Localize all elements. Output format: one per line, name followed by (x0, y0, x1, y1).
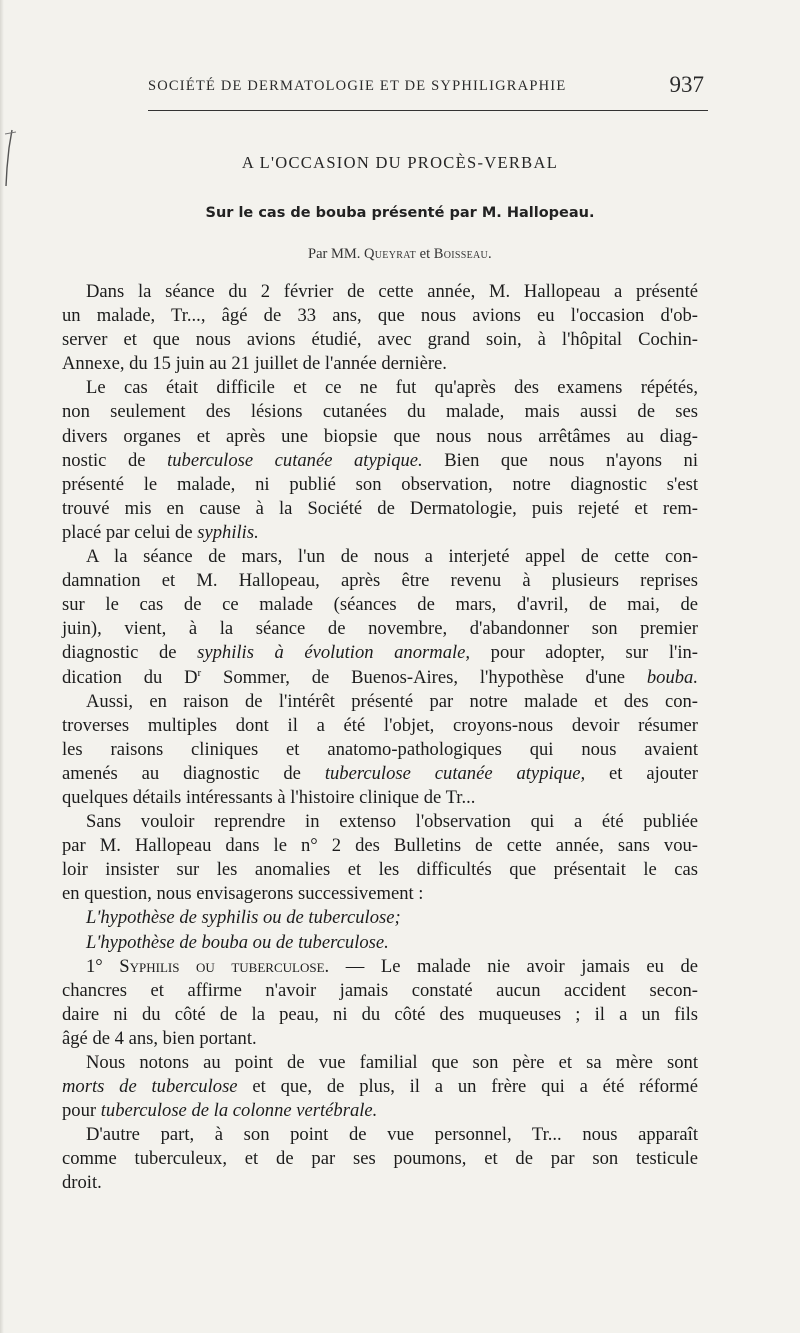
text-line (62, 955, 698, 979)
superscript: r (197, 666, 202, 679)
text-line: server et que nous avions étudié, avec grand soin, à l'hôpital Cochin- (62, 329, 698, 351)
running-title: SOCIÉTÉ DE DERMATOLOGIE ET DE SYPHILIGRAPHIE (148, 78, 567, 94)
text-line: en question, nous envisagerons successivement : (62, 883, 424, 905)
italic-term: tuberculose cutanée atypique, (324, 762, 586, 784)
authors-prefix: Par MM. (308, 246, 361, 262)
text-line: Nous notons au point de vue familial que son père et sa mère sont (86, 1052, 698, 1073)
text-line: âgé de 4 ans, bien portant. (62, 1027, 257, 1049)
text-line: L'hypothèse de bouba ou de tuberculose. (86, 931, 389, 953)
author-boisseau: Boisseau. (433, 246, 492, 262)
text-line: divers organes et après une biopsie que nous nous arrêtâmes au diag- (62, 425, 698, 447)
text-line: sur le cas de ce malade (séances de mars, d'avril, de mai, de (62, 594, 698, 616)
text-segment: amenés au diagnostic de (62, 762, 301, 784)
text-line: A la séance de mars, l'un de nous a interjeté appel de cette con- (86, 546, 698, 568)
text-line: troverses multiples dont il a été l'objet, croyons-nous devoir résumer (62, 714, 698, 736)
text-segment: Bien que nous n'ayons ni (444, 449, 698, 471)
text-line (62, 521, 698, 545)
text-line (62, 1075, 698, 1099)
section-heading-inline: Syphilis ou tuberculose. (119, 955, 330, 977)
text-line (62, 1099, 698, 1123)
text-segment: 1° (86, 955, 103, 977)
text-line: Sans vouloir reprendre in extenso l'observation qui a été publiée (86, 811, 698, 833)
text-segment: Sommer, de Buenos-Aires, l'hypothèse d'une (223, 666, 626, 688)
text-line: comme tuberculeux, et de par ses poumons, et de par son testicule (62, 1148, 698, 1170)
text-segment: pour adopter, sur l'in- (490, 642, 698, 664)
page-edge-shadow (0, 0, 4, 1333)
text-line: un malade, Tr..., âgé de 33 ans, que nous avions eu l'occasion d'ob- (62, 305, 698, 327)
running-header (148, 72, 708, 102)
text-line: droit. (62, 1172, 102, 1194)
text-segment: — Le malade nie avoir jamais eu de (345, 955, 699, 977)
text-segment: dication du D (62, 666, 198, 688)
text-segment: pour (62, 1100, 97, 1122)
text-line: trouvé mis en cause à la Société de Dermatologie, puis rejeté et rem- (62, 497, 698, 519)
text-line: D'autre part, à son point de vue personnel, Tr... nous apparaît (86, 1124, 698, 1146)
authors-line (0, 246, 800, 263)
header-rule (148, 110, 708, 111)
article-subtitle: Sur le cas de bouba présenté par M. Hallopeau. (205, 205, 595, 221)
text-line: Le cas était difficile et ce ne fut qu'après des examens répétés, (86, 377, 698, 399)
italic-term: syphilis. (197, 521, 259, 543)
text-line: L'hypothèse de syphilis ou de tuberculose; (86, 907, 401, 929)
text-line: loir insister sur les anomalies et les difficultés que présentait le cas (62, 859, 698, 881)
authors-join: et (419, 246, 431, 262)
text-line: non seulement des lésions cutanées du malade, mais aussi de ses (62, 401, 698, 423)
text-line: présenté le malade, ni publié son observation, notre diagnostic s'est (62, 473, 698, 495)
text-segment: et ajouter (609, 762, 698, 784)
text-line: Dans la séance du 2 février de cette année, M. Hallopeau a présenté (86, 281, 698, 302)
text-line: damnation et M. Hallopeau, après être revenu à plusieurs reprises (62, 570, 698, 592)
author-queyrat: Queyrat (364, 246, 417, 262)
text-line (62, 641, 698, 665)
article-body (62, 280, 698, 1196)
text-line: daire ni du côté de la peau, ni du côté des muqueuses ; il a un fils (62, 1003, 698, 1025)
text-line: juin), vient, à la séance de novembre, d'abandonner son premier (62, 618, 698, 640)
page-number: 937 (669, 72, 704, 97)
italic-term: tuberculose cutanée atypique. (167, 449, 423, 471)
text-line: Annexe, du 15 juin au 21 juillet de l'année dernière. (62, 353, 447, 375)
text-line (62, 449, 698, 473)
text-line: les raisons cliniques et anatomo-pathologiques qui nous avaient (62, 738, 698, 760)
italic-term: tuberculose de la colonne vertébrale. (100, 1100, 378, 1122)
italic-term: syphilis à évolution anormale, (197, 642, 471, 664)
text-line: par M. Hallopeau dans le n° 2 des Bulletins de cette année, sans vou- (62, 835, 698, 857)
text-line (62, 762, 698, 786)
text-line (62, 666, 698, 690)
italic-term: bouba. (646, 666, 698, 688)
text-segment: nostic de (62, 449, 146, 471)
text-line: Aussi, en raison de l'intérêt présenté par notre malade et des con- (86, 690, 698, 712)
text-segment: et que, de plus, il a un frère qui a été réformé (252, 1076, 698, 1098)
section-title: A L'OCCASION DU PROCÈS-VERBAL (241, 153, 559, 172)
text-segment: diagnostic de (62, 642, 177, 664)
text-line: quelques détails intéressants à l'histoire clinique de Tr... (62, 786, 476, 808)
italic-term: morts de tuberculose (62, 1076, 238, 1098)
text-segment: placé par celui de (62, 521, 193, 543)
text-line: chancres et affirme n'avoir jamais constaté aucun accident secon- (62, 979, 698, 1001)
